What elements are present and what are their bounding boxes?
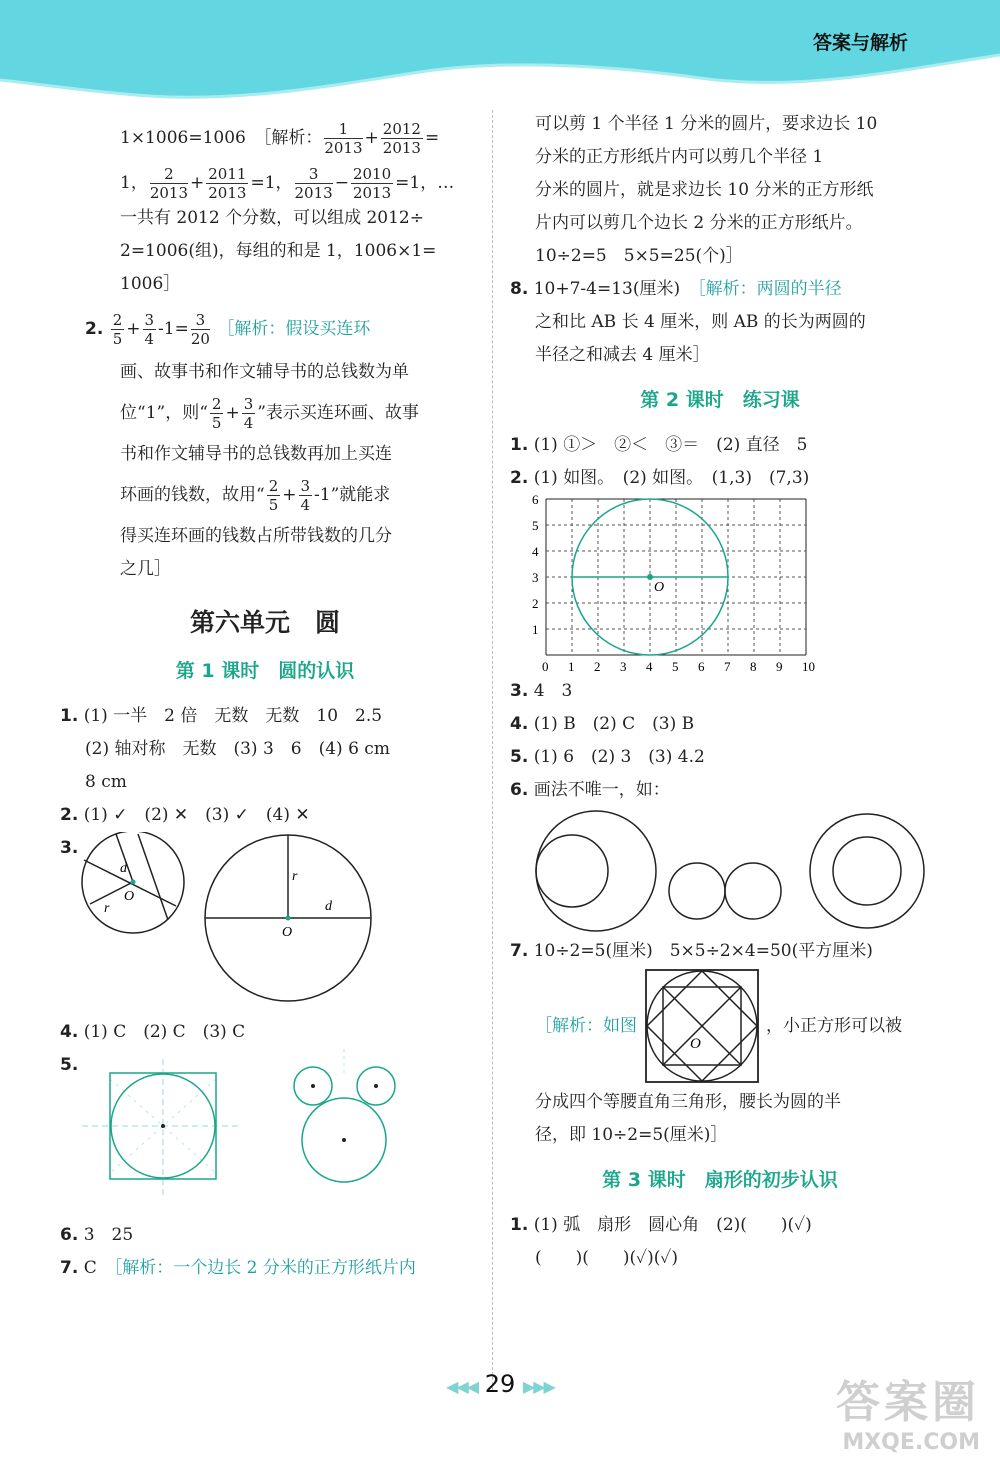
answer-3: 3. 4 3 — [510, 681, 573, 701]
center-label: O — [654, 580, 665, 595]
header-band — [0, 0, 1000, 110]
watermark: 答案圈 MXQE.COM — [836, 1377, 980, 1455]
answer-line: 分米的圆片，就是求边长 10 分米的正方形纸 — [535, 180, 874, 200]
lesson-title: 第 1 课时 圆的认识 — [175, 660, 355, 682]
answer-4: 4. (1) B (2) C (3) B — [510, 714, 695, 734]
lesson-title: 第 3 课时 扇形的初步认识 — [602, 1169, 838, 1191]
answer-line: 一共有 2012 个分数，可以组成 2012÷ — [120, 208, 424, 228]
answer-5: 5. — [60, 1049, 470, 1219]
answer-line: 10÷2=5 5×5=25(个)］ — [535, 246, 743, 266]
answer-line: (2) 轴对称 无数 (3) 3 6 (4) 6 cm — [85, 739, 390, 759]
circle-figure — [80, 832, 410, 1004]
answer-6: 6. 画法不唯一，如： — [510, 780, 670, 800]
y-tick-label: 1 — [532, 622, 539, 637]
y-tick-label: 5 — [532, 518, 539, 533]
unit-title: 第六单元 圆 — [189, 608, 340, 637]
answer-line: 1， $\frac{2}{2013}$ + $\frac{2011}{2013}$ =1， $\frac{3}{2013}$ − $\frac{2010}{2013}$ =1，… — [120, 165, 455, 202]
svg-text:d: d — [120, 861, 127, 876]
answer-line: 1×1006=1006 ［解析： $\frac{1}{2013}$ + $\frac{2012}{2013}$ = — [120, 120, 440, 157]
svg-text:r: r — [104, 901, 110, 916]
answer-4: 4. (1) C (2) C (3) C — [60, 1022, 246, 1042]
y-tick-label: 6 — [532, 495, 539, 507]
right-column — [510, 108, 930, 1275]
answer-line: 径，即 10÷2=5(厘米)］ — [535, 1125, 728, 1145]
coordinate-grid — [520, 495, 840, 675]
y-tick-label: 4 — [532, 544, 539, 559]
answer-line: 之几］ — [120, 559, 171, 579]
x-tick-label: 9 — [776, 659, 783, 674]
x-tick-label: 10 — [802, 659, 815, 674]
text: 1×1006=1006 ［解析： — [120, 128, 323, 148]
answer-line: 2=1006(组)，每组的和是 1，1006×1= — [120, 241, 437, 261]
x-tick-label: 1 — [568, 659, 575, 674]
x-tick-label: 8 — [750, 659, 757, 674]
fraction: $\frac{2012}{2013}$ — [382, 120, 421, 157]
answer-5: 5. (1) 6 (2) 3 (3) 4.2 — [510, 747, 705, 767]
x-tick-label: 2 — [594, 659, 601, 674]
answer-1: 1. (1) 弧 扇形 圆心角 (2)( )(✓) — [510, 1215, 812, 1235]
column-divider — [492, 110, 493, 1390]
answer-2: 2. (1) ✓ (2) ✕ (3) ✓ (4) ✕ — [60, 805, 310, 825]
drawing-figure — [80, 1049, 400, 1219]
svg-text:O: O — [690, 1036, 701, 1052]
answer-7: 7. 10÷2=5(厘米) 5×5÷2×4=50(平方厘米) — [510, 941, 873, 961]
y-tick-label: 2 — [532, 596, 539, 611]
x-tick-label: 5 — [672, 659, 679, 674]
answer-1: 1. (1) ①＞ ②＜ ③＝ (2) 直径 5 — [510, 435, 808, 455]
square-circle-figure — [644, 968, 762, 1086]
circles-figure — [532, 807, 952, 935]
answer-line: 8 cm — [85, 772, 127, 792]
question-2: 2. $\frac{2}{5}$ + $\frac{3}{4}$ -1= $\frac{3}{20}$ ［解析：假设买连环 — [85, 311, 371, 348]
x-tick-label: 3 — [620, 659, 627, 674]
answer-line: 环画的钱数，故用“ $\frac{2}{5}$ + $\frac{3}{4}$ -1”就能求 — [120, 477, 391, 514]
prev-arrows-icon: ◀◀◀ — [446, 1377, 478, 1396]
answer-line: 书和作文辅导书的总钱数再加上买连 — [120, 444, 392, 464]
answer-line: 片内可以剪几个边长 2 分米的正方形纸片。 — [535, 213, 863, 233]
header-title: 答案与解析 — [812, 32, 908, 54]
x-tick-label: 4 — [646, 659, 653, 674]
answer-line: 之和比 AB 长 4 厘米，则 AB 的长为两圆的 — [535, 312, 866, 332]
answer-line: 1006］ — [120, 274, 181, 294]
answer-2: 2. (1) 如图。 (2) 如图。 (1,3) (7,3) — [510, 468, 810, 488]
x-tick-label: 6 — [698, 659, 705, 674]
answer-line: ( )( )(✓)(✓) — [535, 1248, 678, 1268]
analysis-with-figure: ［解析：如图 O ，小正方形可以被 — [510, 968, 930, 1086]
answer-line: 分米的正方形纸片内可以剪几个半径 1 — [535, 147, 824, 167]
svg-text:d: d — [325, 899, 332, 914]
left-column — [60, 120, 470, 1285]
x-tick-label: 0 — [542, 659, 549, 674]
y-tick-label: 3 — [532, 570, 539, 585]
answer-line: 分成四个等腰直角三角形，腰长为圆的半 — [535, 1092, 841, 1112]
answer-line: 画、故事书和作文辅导书的总钱数为单 — [120, 362, 409, 382]
svg-text:O: O — [124, 889, 135, 904]
page-number: ◀◀◀ 29 ▶▶▶ — [446, 1370, 554, 1398]
lesson-title: 第 2 课时 练习课 — [640, 389, 800, 411]
next-arrows-icon: ▶▶▶ — [522, 1377, 554, 1396]
center-point — [647, 574, 653, 580]
answer-6: 6. 3 25 — [60, 1225, 134, 1245]
answer-8: 8. 10+7-4=13(厘米) ［解析：两圆的半径 — [510, 279, 842, 299]
answer-7: 7. C ［解析：一个边长 2 分米的正方形纸片内 — [60, 1258, 416, 1278]
answer-line: 位“1”，则“ $\frac{2}{5}$ + $\frac{3}{4}$ ”表示买连环画、故事 — [120, 395, 419, 432]
answer-3: 3. d O r r d O — [60, 832, 470, 1004]
answer-line: 得买连环画的钱数占所带钱数的几分 — [120, 526, 392, 546]
answer-line: 可以剪 1 个半径 1 分米的圆片，要求边长 10 — [535, 114, 878, 134]
svg-text:r: r — [292, 869, 298, 884]
answer-line: 半径之和减去 4 厘米］ — [535, 345, 710, 365]
x-tick-label: 7 — [724, 659, 731, 674]
svg-text:O: O — [282, 925, 293, 940]
fraction: $\frac{1}{2013}$ — [324, 120, 363, 157]
answer-1: 1. (1) 一半 2 倍 无数 无数 10 2.5 — [60, 706, 383, 726]
